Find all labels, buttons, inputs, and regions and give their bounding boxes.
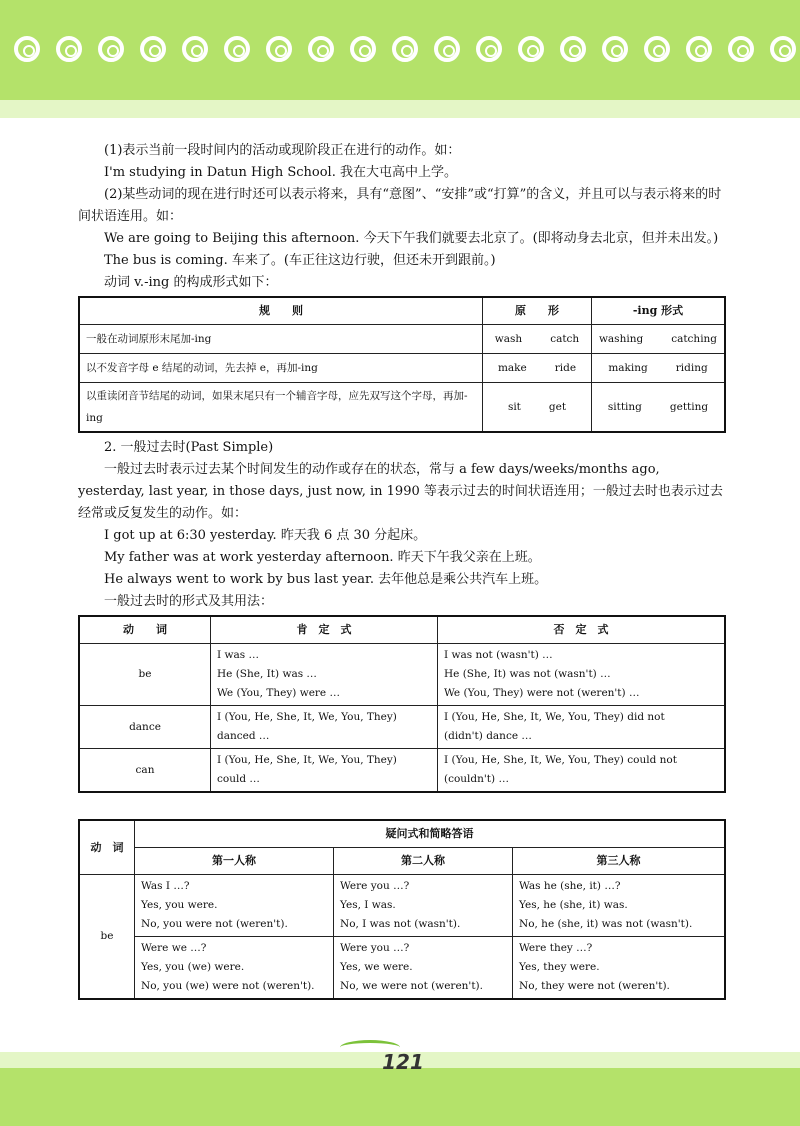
rule-cell: 一般在动词原形末尾加-ing (79, 325, 483, 354)
cell-line: (couldn't) … (444, 773, 509, 785)
cell-line: Yes, I was. (340, 899, 396, 911)
first-person-cell (135, 875, 334, 937)
base-form-cell (483, 325, 592, 354)
cell-line: I (You, He, She, It, We, You, They) did not (444, 711, 665, 723)
cell-line: Yes, we were. (340, 961, 413, 973)
table-row (79, 383, 725, 433)
table-row (79, 644, 725, 706)
base-form-cell (483, 383, 592, 433)
ring-icon (308, 36, 334, 62)
example-sentence: He always went to work by bus last year. 去年他总是乘公共汽车上班。 (104, 572, 548, 587)
cell-line: No, you (we) were not (weren't). (141, 980, 315, 992)
column-header: 第二人称 (334, 848, 513, 875)
cell-line: (didn't) dance … (444, 730, 532, 742)
table-row (79, 875, 725, 937)
ring-icon (224, 36, 250, 62)
word: sitting (607, 401, 642, 413)
ing-form-table (78, 296, 726, 433)
verb-cell: dance (79, 706, 211, 749)
ring-icon (98, 36, 124, 62)
paragraph: 一般过去时的形式及其用法： (104, 594, 274, 609)
past-simple-table (78, 615, 726, 793)
cell-line: No, he (she, it) was not (wasn't). (519, 918, 693, 930)
page-number: 121 (382, 1050, 424, 1074)
table-header-row (79, 297, 725, 325)
cell-line: danced … (217, 730, 270, 742)
column-header: -ing 形式 (592, 297, 726, 325)
page-content (78, 140, 726, 1000)
cell-line: I (You, He, She, It, We, You, They) (217, 754, 397, 766)
ring-icon (350, 36, 376, 62)
positive-cell (211, 644, 438, 706)
ring-decoration (14, 36, 794, 76)
ing-form-cell (592, 354, 726, 383)
verb-cell: be (79, 644, 211, 706)
table-subheader-row (79, 848, 725, 875)
ing-form-cell (592, 325, 726, 354)
cell-line: Was I …? (141, 880, 190, 892)
table-row (79, 937, 725, 1000)
negative-cell (438, 644, 726, 706)
second-person-cell (334, 937, 513, 1000)
word: wash (494, 333, 523, 345)
word: get (548, 401, 567, 413)
word: making (608, 362, 648, 374)
first-person-cell (135, 937, 334, 1000)
column-header: 动 词 (79, 616, 211, 644)
cell-line: Yes, you (we) were. (141, 961, 245, 973)
ring-icon (14, 36, 40, 62)
cell-line: Were you …? (340, 942, 410, 954)
table-row (79, 325, 725, 354)
cell-line: I was … (217, 649, 259, 661)
example-sentence: I'm studying in Datun High School. 我在大屯高中上学。 (104, 165, 457, 180)
cell-line: He (She, It) was … (217, 668, 317, 680)
cell-line: He (She, It) was not (wasn't) … (444, 668, 611, 680)
ring-icon (476, 36, 502, 62)
paragraph: 动词 v.-ing 的构成形式如下： (104, 275, 278, 290)
question-form-table (78, 819, 726, 1000)
column-header: 否 定 式 (438, 616, 726, 644)
top-decorative-band (0, 0, 800, 100)
ring-icon (644, 36, 670, 62)
ring-icon (392, 36, 418, 62)
word: getting (669, 401, 709, 413)
cell-line: Were they …? (519, 942, 593, 954)
column-header: 规 则 (79, 297, 483, 325)
table-header-row (79, 820, 725, 848)
ring-icon (56, 36, 82, 62)
table-header-row (79, 616, 725, 644)
example-sentence: My father was at work yesterday afternoon. 昨天下午我父亲在上班。 (104, 550, 541, 565)
ring-icon (770, 36, 796, 62)
word: sit (507, 401, 521, 413)
example-sentence: I got up at 6:30 yesterday. 昨天我 6 点 30 分起床。 (104, 528, 427, 543)
cell-line: I (You, He, She, It, We, You, They) (217, 711, 397, 723)
positive-cell (211, 706, 438, 749)
cell-line: could … (217, 773, 260, 785)
ring-icon (140, 36, 166, 62)
paragraph: (1)表示当前一段时间内的活动或现阶段正在进行的动作。如： (104, 143, 461, 158)
ring-icon (266, 36, 292, 62)
section-heading: 2. 一般过去时(Past Simple) (104, 440, 274, 455)
cell-line: Yes, he (she, it) was. (519, 899, 628, 911)
verb-cell: be (79, 875, 135, 1000)
ring-icon (728, 36, 754, 62)
ring-icon (560, 36, 586, 62)
top-band-light (0, 100, 800, 118)
column-header: 原 形 (483, 297, 592, 325)
paragraph: (2)某些动词的现在进行时还可以表示将来，具有“意图”、“安排”或“打算”的含义，并且可以与表示将来的时间状语连用。如： (78, 187, 722, 224)
rule-cell: 以重读闭音节结尾的动词，如果末尾只有一个辅音字母，应先双写这个字母，再加-ing (79, 383, 483, 433)
table-row (79, 706, 725, 749)
cell-line: No, we were not (weren't). (340, 980, 483, 992)
column-header: 第一人称 (135, 848, 334, 875)
cell-line: No, I was not (wasn't). (340, 918, 461, 930)
verb-cell: can (79, 749, 211, 793)
cell-line: I was not (wasn't) … (444, 649, 553, 661)
cell-line: Yes, you were. (141, 899, 218, 911)
cell-line: Were we …? (141, 942, 207, 954)
word: make (497, 362, 527, 374)
ring-icon (686, 36, 712, 62)
example-sentence: We are going to Beijing this afternoon. 今天下午我们就要去北京了。(即将动身去北京，但并未出发。) (104, 231, 719, 246)
word: catching (671, 333, 718, 345)
third-person-cell (513, 937, 726, 1000)
cell-line: Were you …? (340, 880, 410, 892)
third-person-cell (513, 875, 726, 937)
ing-form-cell (592, 383, 726, 433)
word: washing (598, 333, 644, 345)
word: ride (554, 362, 577, 374)
group-header: 疑问式和简略答语 (135, 820, 726, 848)
column-header: 第三人称 (513, 848, 726, 875)
column-header: 肯 定 式 (211, 616, 438, 644)
word: riding (675, 362, 708, 374)
cell-line: We (You, They) were … (217, 687, 340, 699)
ring-icon (434, 36, 460, 62)
column-header: 动 词 (79, 820, 135, 875)
cell-line: Was he (she, it) …? (519, 880, 621, 892)
base-form-cell (483, 354, 592, 383)
ring-icon (182, 36, 208, 62)
negative-cell (438, 749, 726, 793)
word: catch (550, 333, 580, 345)
cell-line: Yes, they were. (519, 961, 600, 973)
negative-cell (438, 706, 726, 749)
cell-line: No, they were not (weren't). (519, 980, 670, 992)
example-sentence: The bus is coming. 车来了。(车正往这边行驶，但还未开到跟前。) (104, 253, 496, 268)
rule-cell: 以不发音字母 e 结尾的动词，先去掉 e，再加-ing (79, 354, 483, 383)
cell-line: We (You, They) were not (weren't) … (444, 687, 640, 699)
ring-icon (602, 36, 628, 62)
table-row (79, 354, 725, 383)
cell-line: I (You, He, She, It, We, You, They) could not (444, 754, 677, 766)
second-person-cell (334, 875, 513, 937)
positive-cell (211, 749, 438, 793)
paragraph: 一般过去时表示过去某个时间发生的动作或存在的状态，常与 a few days/weeks/months ago, yesterday, last year, in those days, just now, in 1990 等表示过去的时间状语连用；一般过去时也表示过去经常或反复发生的动作。如： (78, 462, 723, 521)
table-row (79, 749, 725, 793)
cell-line: No, you were not (weren't). (141, 918, 288, 930)
ring-icon (518, 36, 544, 62)
